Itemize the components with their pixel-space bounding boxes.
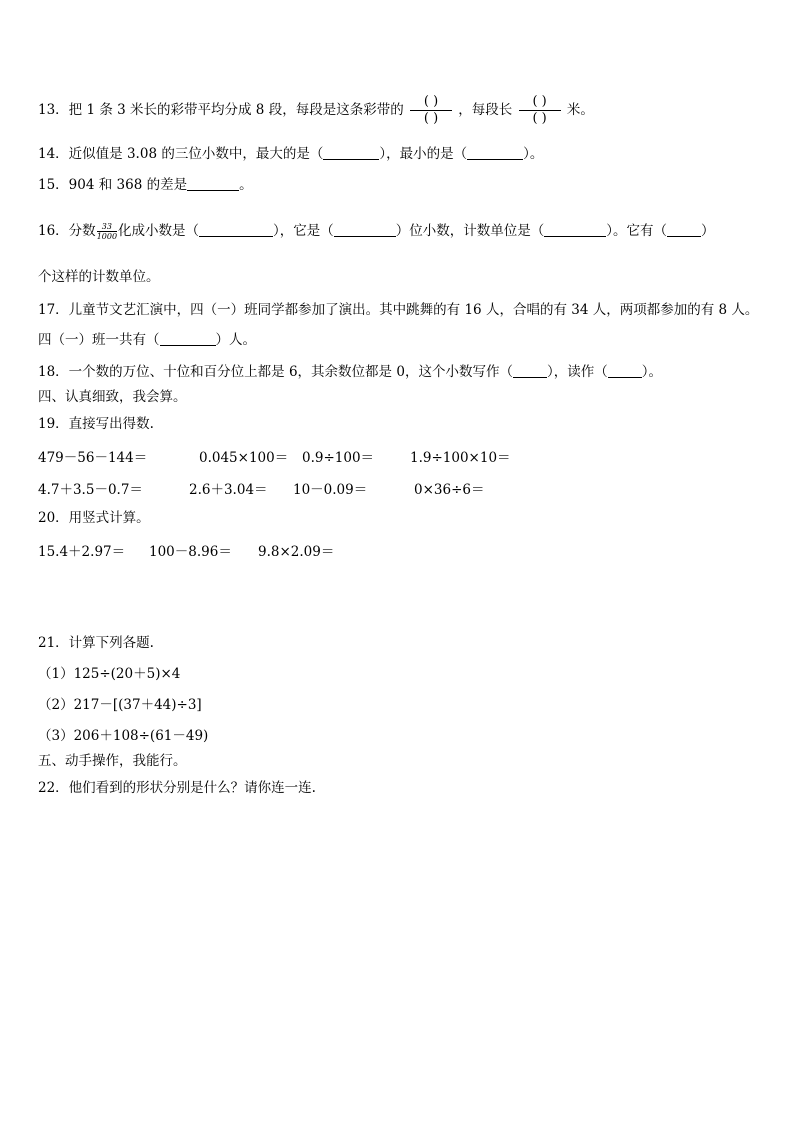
q13-fraction-1 xyxy=(410,94,452,127)
q16-text-7: 个这样的计数单位。 xyxy=(38,269,160,285)
q16-text-6: ） xyxy=(701,223,715,239)
q16-text-5: ）。它有（ xyxy=(606,223,668,239)
q13-frac1-denominator: ( ) xyxy=(423,111,439,126)
answer-blank[interactable] xyxy=(199,224,273,237)
q13-fraction-2 xyxy=(519,94,561,127)
question-18 xyxy=(38,363,662,381)
section-4-heading: 四、认真细致，我会算。 xyxy=(38,389,187,405)
q16-text-4: ）位小数，计数单位是（ xyxy=(395,223,545,239)
question-16 xyxy=(38,222,715,241)
q17-text-1: 17．儿童节文艺汇演中，四（一）班同学都参加了演出。其中跳舞的有 16 人，合唱的有 34 人，两项都参加的有 8 人。 xyxy=(38,302,759,318)
q20-item: 100－8.96＝ xyxy=(149,544,232,560)
question-21-title: 21．计算下列各题. xyxy=(38,635,154,651)
question-19-title: 19．直接写出得数. xyxy=(38,416,154,432)
q16-fraction xyxy=(97,222,117,241)
q21-item: （1）125÷(20＋5)×4 xyxy=(38,666,181,682)
q16-frac-numerator: 33 xyxy=(101,222,112,231)
answer-blank[interactable] xyxy=(187,178,239,191)
q18-text-2: ），读作（ xyxy=(546,364,608,380)
q14-text-3: ）。 xyxy=(523,146,544,162)
q19-item: 10－0.09＝ xyxy=(293,482,368,498)
answer-blank[interactable] xyxy=(667,224,701,237)
q13-suffix: 米。 xyxy=(566,102,594,118)
q13-frac2-denominator: ( ) xyxy=(532,111,547,126)
answer-blank[interactable] xyxy=(467,147,523,160)
q16-frac-denominator: 1000 xyxy=(96,232,118,241)
question-22: 22．他们看到的形状分别是什么？请你连一连. xyxy=(38,780,316,796)
q19-item: 0.045×100＝ xyxy=(199,450,289,466)
q20-item: 15.4＋2.97＝ xyxy=(38,544,126,560)
q21-item: （2）217－[(37＋44)÷3] xyxy=(38,697,202,713)
question-14 xyxy=(38,145,543,163)
q13-frac2-numerator: ( ) xyxy=(532,94,547,109)
q19-item: 0.9÷100＝ xyxy=(302,450,375,466)
answer-blank[interactable] xyxy=(323,147,379,160)
q13-mid: ，每段长 xyxy=(458,102,513,118)
q15-text-2: 。 xyxy=(239,177,253,193)
q20-item: 9.8×2.09＝ xyxy=(258,544,335,560)
q16-text-2: 化成小数是（ xyxy=(118,223,200,239)
answer-blank[interactable] xyxy=(334,224,396,237)
question-17-continued xyxy=(38,331,256,349)
question-17 xyxy=(38,301,758,319)
question-15 xyxy=(38,176,253,194)
question-13 xyxy=(38,94,594,127)
q17-text-3: ）人。 xyxy=(215,332,256,348)
answer-blank[interactable] xyxy=(608,365,642,378)
q21-item: （3）206＋108÷(61－49) xyxy=(38,728,209,744)
q13-frac1-numerator: ( ) xyxy=(423,94,439,109)
q19-item: 479－56－144＝ xyxy=(38,450,148,466)
q19-item: 1.9÷100×10＝ xyxy=(410,450,511,466)
q17-text-2: 四（一）班一共有（ xyxy=(38,332,160,348)
q19-item: 4.7＋3.5－0.7＝ xyxy=(38,482,143,498)
q19-item: 2.6＋3.04＝ xyxy=(189,482,268,498)
q19-item: 0×36÷6＝ xyxy=(414,482,485,498)
q18-text-3: ）。 xyxy=(641,364,662,380)
q13-prefix: 13．把 1 条 3 米长的彩带平均分成 8 段，每段是这条彩带的 xyxy=(38,102,404,118)
q14-text-1: 14．近似值是 3.08 的三位小数中，最大的是（ xyxy=(38,146,324,162)
answer-blank[interactable] xyxy=(544,224,606,237)
q16-text-1: 16．分数 xyxy=(38,223,96,239)
question-16-continued xyxy=(38,268,160,286)
q14-text-2: ），最小的是（ xyxy=(379,146,468,162)
section-5-heading: 五、动手操作，我能行。 xyxy=(38,753,187,769)
answer-blank[interactable] xyxy=(513,365,547,378)
question-20-title: 20．用竖式计算。 xyxy=(38,510,150,526)
q16-text-3: ），它是（ xyxy=(273,223,334,239)
q18-text-1: 18．一个数的万位、十位和百分位上都是 6，其余数位都是 0，这个小数写作（ xyxy=(38,364,513,380)
q15-text-1: 15．904 和 368 的差是 xyxy=(38,177,188,193)
answer-blank[interactable] xyxy=(160,333,216,346)
